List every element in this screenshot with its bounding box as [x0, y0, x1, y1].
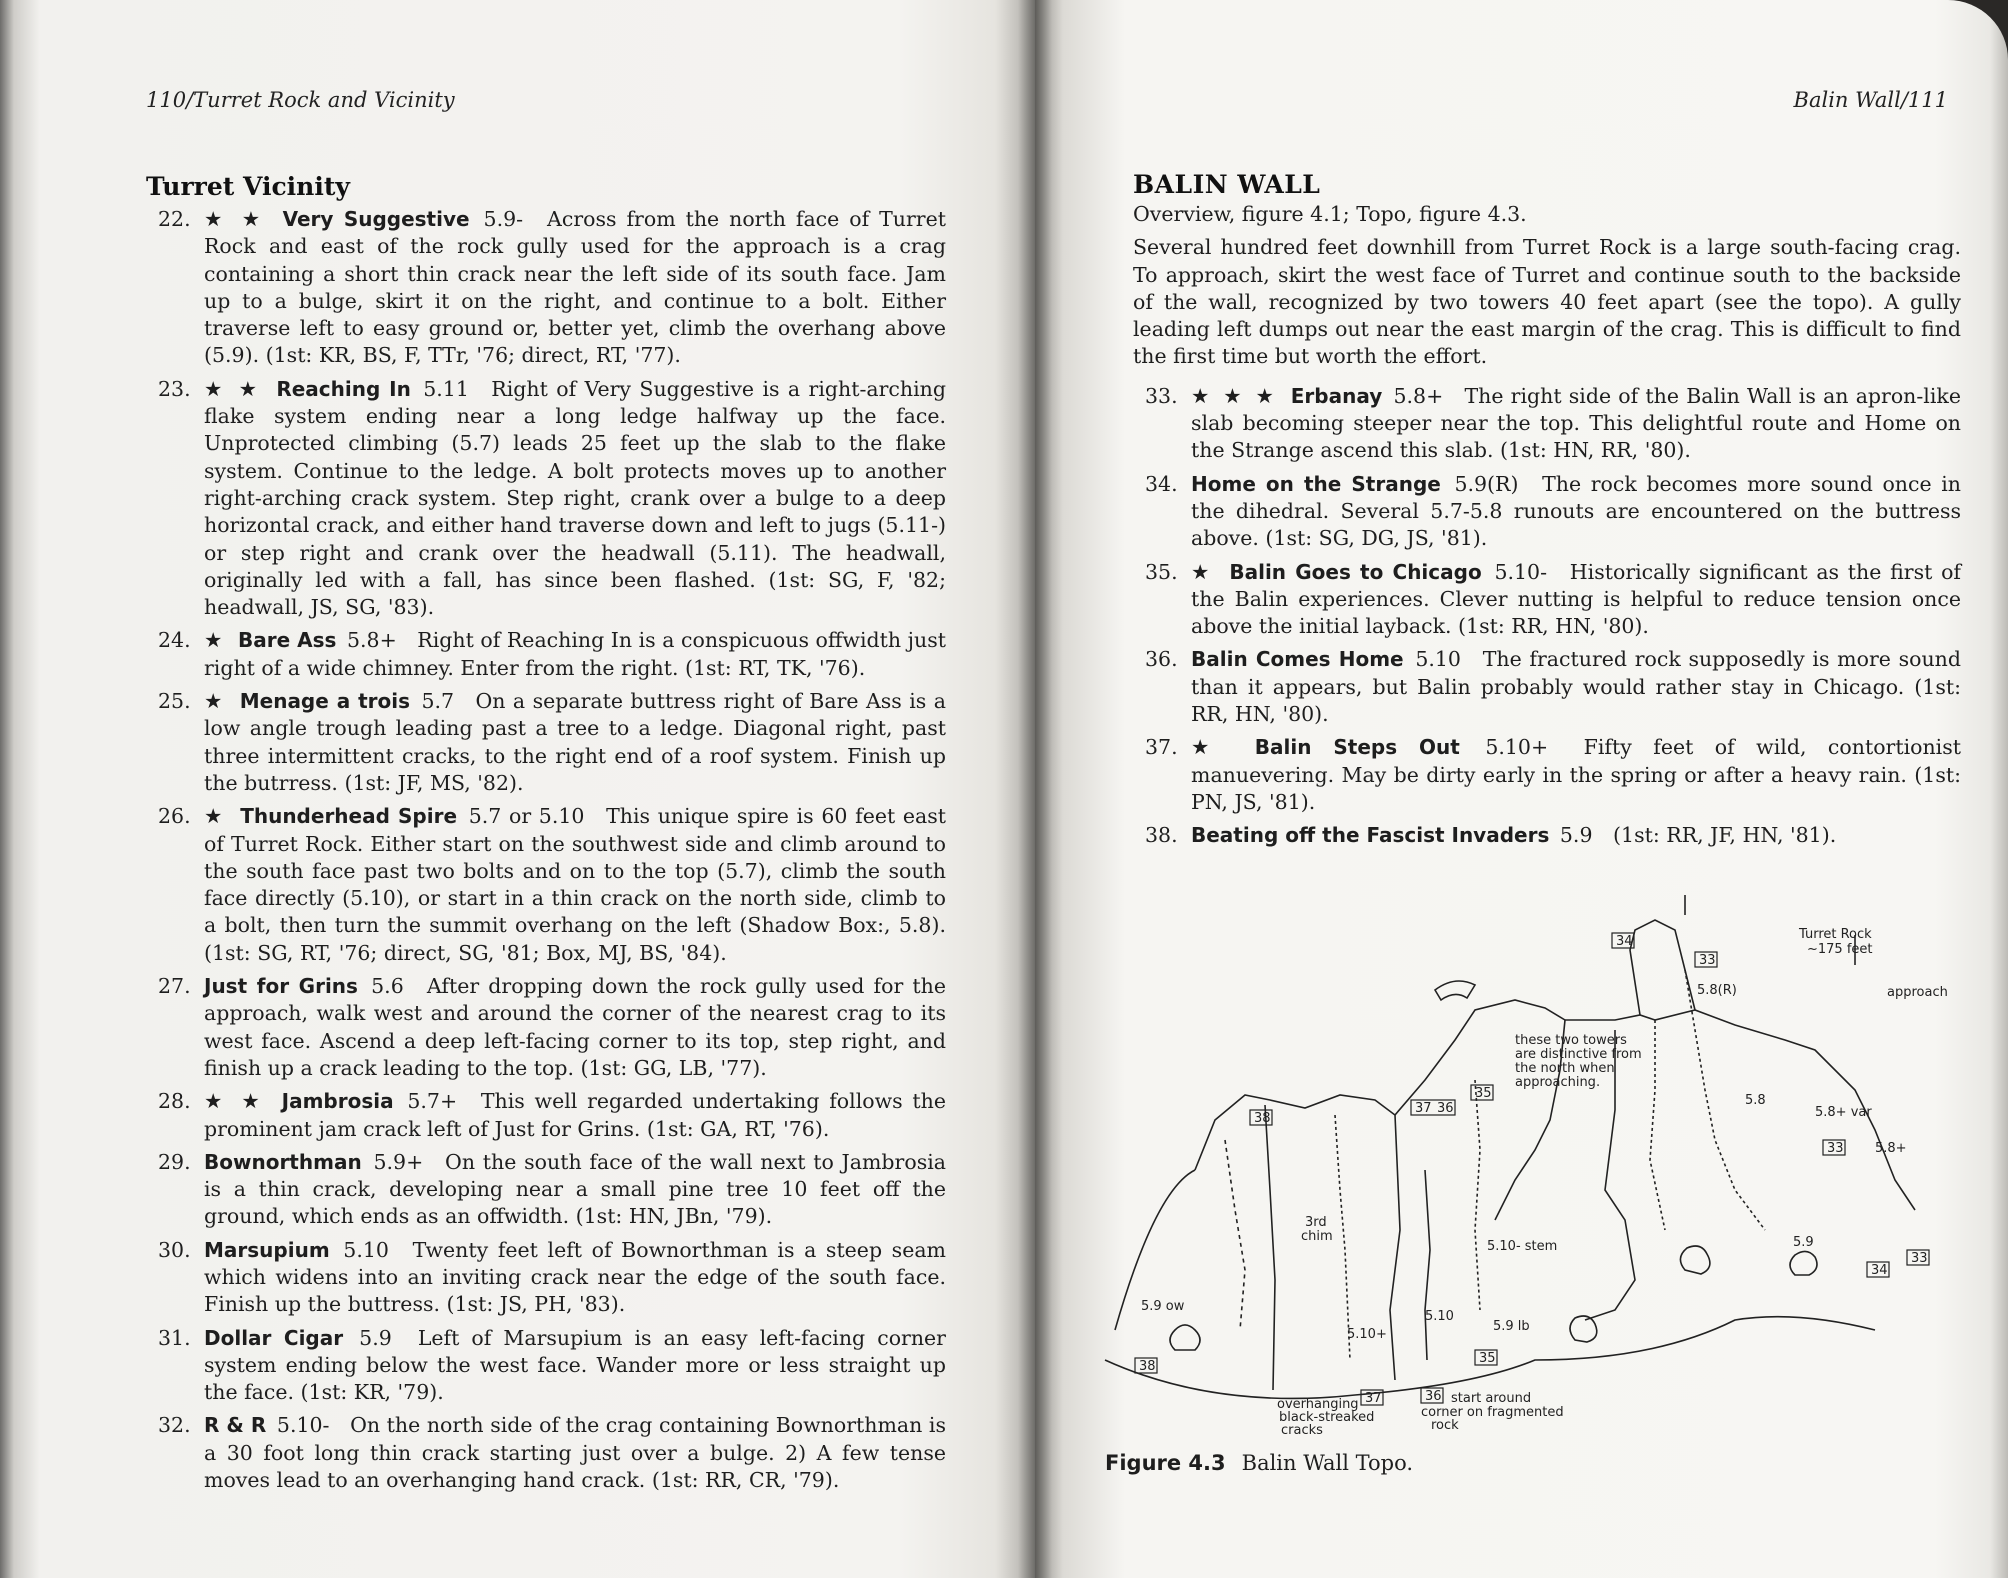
topo-tree-4 [1570, 1316, 1597, 1342]
route-number: 29. [158, 1149, 191, 1174]
route-number: 33. [1145, 383, 1178, 408]
route-entry [1133, 471, 1961, 553]
topo-label-start-3: rock [1431, 1418, 1459, 1433]
topo-label-turret-dist: ~175 feet [1807, 942, 1873, 957]
route-description: On the south face of the wall next to Jambrosia is a thin crack, developing near a small pine tree 10 feet off the ground, which ends as an offwidth. (1st: HN, JBn, '79). [204, 1149, 946, 1229]
route-stars: ★ [1191, 559, 1215, 584]
route-description: Right of Very Suggestive is a right-arching flake system ending near a long ledge halfway up the face. Unprotected climbing (5.7) leads 25 feet up the slab to the flake system. Continue to the ledge. A bolt protects moves up to another right-arching crack system. Step right, crank over a bulge to a deep horizontal crack, and either hand traverse down and left to jugs (5.11-) or step right and crank over the headwall (5.11). The headwall, originally led with a fall, has since been flashed. (1st: SG, F, '82; headwall, JS, SG, '83). [204, 376, 946, 620]
box-label-37-bottom: 37 [1365, 1391, 1382, 1406]
topo-label-59lb: 5.9 lb [1493, 1319, 1530, 1334]
route-description: The rock becomes more sound once in the dihedral. Several 5.7-5.8 runouts are encountered on the buttress above. (1st: SG, DG, JS, '81). [1191, 471, 1961, 551]
route-name: Jambrosia [281, 1089, 394, 1114]
balin-wall-topo [1095, 890, 1975, 1450]
route-number: 32. [158, 1413, 191, 1438]
route-name: Balin Goes to Chicago [1229, 559, 1482, 584]
left-running-head: 110/Turret Rock and Vicinity [146, 88, 455, 112]
route-number: 26. [158, 804, 191, 829]
box-label-34-top: 34 [1616, 934, 1633, 949]
route-entry [146, 1088, 946, 1143]
route-number: 24. [158, 628, 191, 653]
route-grade: 5.10+ [1485, 735, 1549, 760]
section-title-turret-vicinity: Turret Vicinity [146, 172, 350, 201]
right-running-head: Balin Wall/111 [1793, 88, 1948, 112]
figure-caption [1105, 1451, 1413, 1475]
route-name: Bare Ass [237, 628, 337, 653]
route-number: 28. [158, 1089, 191, 1114]
topo-towers-cap [1435, 981, 1475, 1000]
route-stars: ★ ★ [204, 207, 267, 231]
topo-label-overhang-2: black-streaked [1279, 1410, 1375, 1425]
route-description: The fractured rock supposedly is more sound than it appears, but Balin probably would rather stay in Chicago. (1st: RR, HN, '80). [1191, 647, 1961, 727]
topo-label-overhang-1: overhanging [1277, 1397, 1359, 1412]
topo-tree-3 [1790, 1251, 1817, 1275]
route-grade: 5.6 [371, 974, 404, 999]
figure-caption-text: Balin Wall Topo. [1241, 1451, 1414, 1475]
route-entry [146, 1237, 946, 1319]
route-name: Just for Grins [204, 974, 358, 999]
topo-label-58: 5.8 [1745, 1093, 1766, 1108]
route-grade: 5.10 [1415, 647, 1461, 672]
route-stars: ★ [204, 689, 227, 714]
route-entry [1133, 559, 1961, 641]
route-entry [146, 803, 946, 967]
route-grade: 5.10- [1494, 559, 1548, 584]
route-name: Beating off the Fascist Invaders [1191, 823, 1550, 848]
route-entry [146, 627, 946, 682]
route-description: On the north side of the crag containing Bownorthman is a 30 foot long thin crack starting just over a bulge. 2) A few tense moves lead to an overhanging hand crack. (1st: RR, CR, '79). [204, 1413, 946, 1493]
topo-middle-crack [1475, 1080, 1480, 1310]
topo-label-59: 5.9 [1793, 1235, 1814, 1250]
route-description: This well regarded undertaking follows the prominent jam crack left of Just for Grins. (1st: GA, RT, '76). [204, 1089, 946, 1141]
topo-stem-line [1425, 1170, 1430, 1360]
route-entry [1133, 646, 1961, 728]
route-number: 23. [158, 376, 191, 401]
route-stars: ★ ★ [204, 376, 262, 401]
topo-label-start-1: start around [1451, 1391, 1532, 1406]
box-label-38-top: 38 [1254, 1111, 1271, 1126]
topo-label-turret-rock: Turret Rock [1799, 927, 1872, 942]
route-name: Thunderhead Spire [240, 804, 458, 829]
topo-label-towers-2: are distinctive from [1515, 1047, 1642, 1062]
route-description: Across from the north face of Turret Rock and east of the rock gully used for the approach is a crag containing a short thin crack near the left side of its south face. Jam up to a bulge, skirt it on the right, and continue to a bolt. Either traverse left to easy ground or, better yet, climb the overhang above (5.9). (1st: KR, BS, F, TTr, '76; direct, RT, '77). [204, 207, 946, 368]
topo-label-58r: 5.8(R) [1697, 983, 1737, 998]
route-grade: 5.11 [423, 376, 469, 401]
topo-label-start-2: corner on fragmented [1421, 1405, 1564, 1420]
route-description: This unique spire is 60 feet east of Turret Rock. Either start on the southwest side and climb around to the south face past two bolts and on to the top (5.7), climb the south face directly (5.10), or start in a thin crack on the north side, climb to a bolt, then turn the summit overhang on the left (Shadow Box:, 5.8). (1st: SG, RT, '76; direct, SG, '81; Box, MJ, BS, '84). [204, 804, 946, 965]
route-grade: 5.8+ [1393, 383, 1444, 408]
route-name: Dollar Cigar [204, 1325, 344, 1350]
route-number: 34. [1145, 471, 1178, 496]
topo-label-towers-3: the north when [1515, 1061, 1615, 1076]
box-label-37: 37 [1415, 1101, 1432, 1116]
route-number: 30. [158, 1237, 191, 1262]
route-entry [1133, 822, 1961, 849]
route-name: R & R [204, 1413, 267, 1438]
route-name: Erbanay [1290, 383, 1383, 408]
box-label-36-bottom: 36 [1425, 1389, 1442, 1404]
route-description: Twenty feet left of Bownorthman is a steep seam which widens into an inviting crack near the edge of the south face. Finish up the buttress. (1st: JS, PH, '83). [204, 1237, 946, 1317]
route-stars: ★ [1191, 735, 1228, 760]
route-number: 36. [1145, 647, 1178, 672]
box-label-35: 35 [1475, 1086, 1492, 1101]
route-name: Balin Comes Home [1191, 647, 1404, 672]
box-label-33-right: 33 [1911, 1251, 1928, 1266]
route-name: Home on the Strange [1191, 471, 1441, 496]
route-grade: 5.9 [359, 1325, 392, 1350]
topo-label-approach: approach [1887, 985, 1948, 1000]
topo-tree-2 [1680, 1246, 1709, 1274]
topo-tree-1 [1170, 1325, 1200, 1350]
route-name: Very Suggestive [282, 207, 470, 231]
route-description: Historically significant as the first of the Balin experiences. Clever nutting is helpful to reduce tension once above the initial layback. (1st: RR, HN, '80). [1191, 559, 1961, 639]
route-stars: ★ ★ ★ [1191, 383, 1278, 408]
route-entry [146, 1149, 946, 1231]
topo-home-line [1650, 1020, 1665, 1230]
route-description: Left of Marsupium is an easy left-facing corner system ending below the west face. Wander more or less straight up the face. (1st: KR, '79). [204, 1325, 946, 1405]
box-label-33-top: 33 [1699, 953, 1716, 968]
route-description: Fifty feet of wild, contortionist manuevering. May be dirty early in the spring or after a heavy rain. (1st: PN, JS, '81). [1191, 735, 1961, 814]
route-grade: 5.9- [483, 207, 524, 231]
route-description: Right of Reaching In is a conspicuous offwidth just right of a wide chimney. Enter from the right. (1st: RT, TK, '76). [204, 628, 946, 680]
route-description: (1st: RR, JF, HN, '81). [1613, 823, 1837, 848]
route-grade: 5.7 or 5.10 [468, 804, 585, 829]
topo-label-3rd: 3rd [1305, 1215, 1327, 1230]
topo-left-tower-inner [1265, 1105, 1275, 1390]
route-description: The right side of the Balin Wall is an apron-like slab becoming steeper near the top. This delightful route and Home on the Strange ascend this slab. (1st: HN, RR, '80). [1191, 383, 1961, 463]
route-grade: 5.7 [421, 689, 455, 714]
topo-label-towers-1: these two towers [1515, 1033, 1627, 1048]
topo-label-58plus: 5.8+ [1875, 1141, 1907, 1156]
route-number: 31. [158, 1325, 191, 1350]
route-name: Reaching In [276, 376, 411, 401]
box-label-36: 36 [1437, 1101, 1454, 1116]
route-entry [146, 688, 946, 797]
right-route-list [1133, 383, 1961, 850]
left-route-list [146, 206, 946, 1500]
topo-label-stem: 5.10- stem [1487, 1239, 1558, 1254]
route-entry [1133, 734, 1961, 816]
route-number: 27. [158, 974, 191, 999]
route-grade: 5.9 [1559, 823, 1593, 848]
route-grade: 5.9+ [373, 1149, 424, 1174]
topo-drawing [1095, 890, 1975, 1450]
intro-paragraph: Several hundred feet downhill from Turret Rock is a large south-facing crag. To approach, skirt the west face of Turret and continue south to the backside of the wall, recognized by two towers 40 feet apart (see the topo). A gully leading left dumps out near the east margin of the crag. This is difficult to find the first time but worth the effort. [1133, 235, 1961, 369]
topo-label-59ow: 5.9 ow [1141, 1299, 1185, 1314]
route-stars: ★ [204, 804, 227, 829]
book-spine-shadow [1018, 0, 1052, 1578]
route-number: 37. [1145, 735, 1178, 760]
topo-label-58var: 5.8+ var [1815, 1105, 1872, 1120]
topo-right-tower-left [1630, 920, 1695, 1015]
route-name: Bownorthman [204, 1149, 362, 1174]
route-grade: 5.7+ [407, 1089, 458, 1114]
route-name: Balin Steps Out [1254, 735, 1460, 760]
route-entry [146, 1325, 946, 1407]
topo-label-chim: chim [1301, 1229, 1333, 1244]
route-grade: 5.10 [343, 1237, 389, 1262]
topo-mid-crack [1335, 1115, 1350, 1360]
figure-label: Figure 4.3 [1105, 1451, 1226, 1475]
topo-label-510plus: 5.10+ [1347, 1327, 1387, 1342]
route-entry [146, 376, 946, 622]
route-description: After dropping down the rock gully used for the approach, walk west and around the corner of the nearest crag to its west face. Ascend a deep left-facing corner to its top, step right, and finish up a crack leading to the top. (1st: GG, LB, '77). [204, 974, 946, 1080]
route-name: Marsupium [204, 1237, 330, 1262]
route-name: Menage a trois [239, 689, 410, 714]
route-entry [146, 1412, 946, 1494]
section-title-balin-wall: BALIN WALL [1133, 170, 1321, 199]
route-number: 35. [1145, 559, 1178, 584]
route-number: 25. [158, 689, 191, 714]
box-label-34-right: 34 [1871, 1263, 1888, 1278]
overview-line: Overview, figure 4.1; Topo, figure 4.3. [1133, 202, 1527, 226]
box-label-35-bottom: 35 [1479, 1351, 1496, 1366]
route-grade: 5.8+ [346, 628, 397, 653]
route-number: 38. [1145, 823, 1178, 848]
box-label-33-mid: 33 [1827, 1141, 1844, 1156]
route-stars: ★ [204, 628, 226, 653]
right-text-column [1133, 201, 1961, 856]
route-grade: 5.10- [276, 1413, 330, 1438]
route-entry [146, 973, 946, 1082]
route-stars: ★ ★ [204, 1089, 266, 1114]
route-description: On a separate buttress right of Bare Ass is a low angle trough leading past a tree to a ledge. Diagonal right, past three intermittent cracks, to the right end of a roof system. Finish up the butrress. (1st: JF, MS, '82). [204, 689, 946, 795]
topo-label-overhang-3: cracks [1281, 1423, 1323, 1438]
topo-left-crack [1225, 1140, 1245, 1330]
topo-label-towers-4: approaching. [1515, 1075, 1601, 1090]
route-number: 22. [158, 207, 191, 231]
route-entry [146, 206, 946, 370]
route-grade: 5.9(R) [1454, 471, 1519, 496]
box-label-38-bottom: 38 [1139, 1359, 1156, 1374]
route-entry [1133, 383, 1961, 465]
right-page [1035, 0, 2008, 1578]
topo-label-510: 5.10 [1425, 1309, 1454, 1324]
